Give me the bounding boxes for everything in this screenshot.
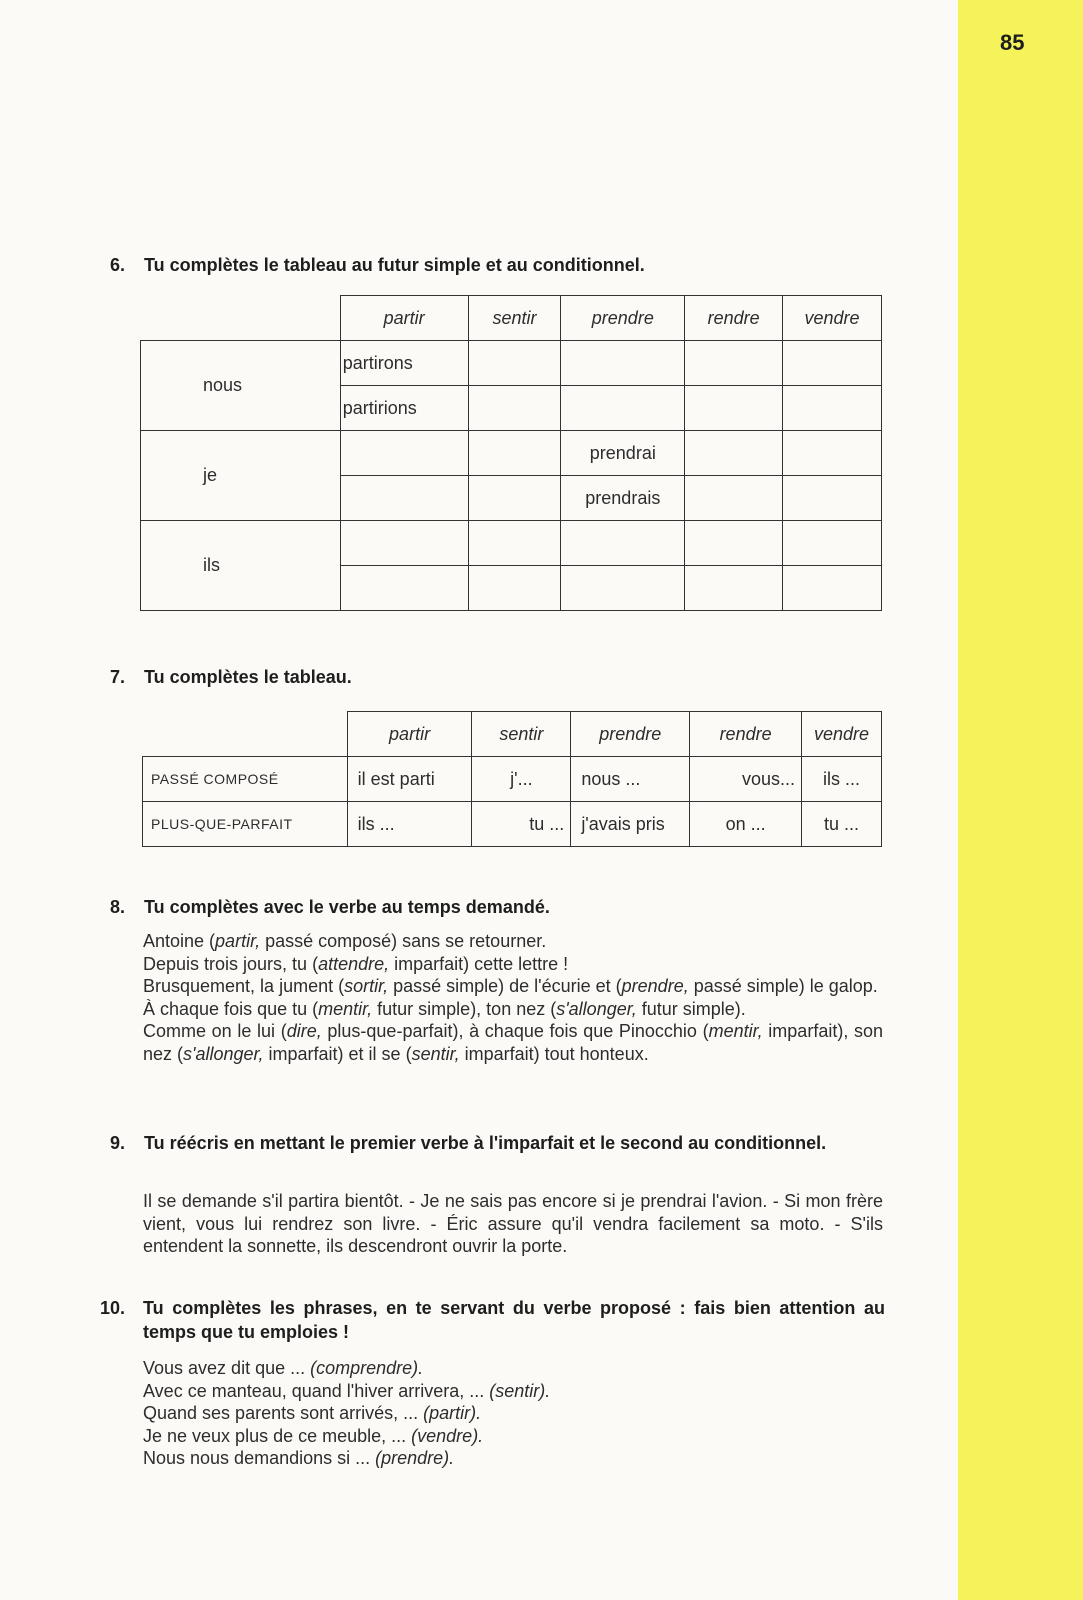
text-run: passé simple) de l'écurie et ( [388, 976, 622, 996]
sentence [143, 1020, 883, 1065]
verb-hint: s'allonger, [183, 1043, 264, 1064]
list-item [143, 1447, 883, 1470]
text-run: futur simple), ton nez ( [372, 998, 557, 1019]
answer-cell [468, 566, 561, 611]
verb-hint: (sentir). [489, 1380, 551, 1401]
verb-hint: dire, [286, 1021, 322, 1041]
tense-label: PLUS-QUE-PARFAIT [143, 802, 348, 847]
answer-cell [468, 431, 561, 476]
answer-cell [468, 521, 561, 566]
answer-cell [468, 341, 561, 386]
verb-hint: mentir, [318, 998, 373, 1019]
text-run: imparfait) et il se ( [263, 1043, 412, 1064]
verb-hint: (comprendre). [310, 1358, 424, 1378]
text-run: Antoine ( [143, 931, 216, 951]
answer-cell [783, 566, 882, 611]
text-run: plus-que-parfait), à chaque fois que Pinocchio ( [321, 1021, 709, 1041]
answer-cell: j'avais pris [571, 802, 690, 847]
answer-cell [685, 386, 783, 431]
answer-cell: il est parti [347, 757, 472, 802]
table-row [141, 341, 882, 386]
exercise-9-paragraph: Il se demande s'il partira bientôt. - Je ne sais pas encore si je prendrai l'avion. - Si mon frère vient, vous lui rendrez son livre. - Éric assure qu'il vendra facilement sa moto. - S'ils entendent la sonnette, ils descendront ouvrir la porte. [143, 1191, 883, 1256]
answer-cell [783, 341, 882, 386]
verb-hint: (prendre). [375, 1448, 455, 1468]
sentence [143, 953, 883, 976]
verb-hint: sentir, [411, 1043, 460, 1064]
exercise-6-number: 6. [110, 255, 126, 275]
answer-cell [783, 521, 882, 566]
answer-cell: partirons [340, 341, 468, 386]
text-run: Depuis trois jours, tu ( [143, 953, 319, 974]
verb-hint: s'allonger, [556, 998, 637, 1019]
text-run: Nous nous demandions si ... [143, 1448, 376, 1468]
pronoun-cell: je [141, 431, 341, 521]
exercise-9-number: 9. [110, 1133, 126, 1153]
answer-cell [685, 476, 783, 521]
text-run: Comme on le lui ( [143, 1021, 287, 1041]
answer-cell: partirions [340, 386, 468, 431]
exercise-6-table [140, 295, 882, 611]
table-corner [141, 296, 341, 341]
table-header-row [143, 712, 882, 757]
answer-cell [685, 341, 783, 386]
text-run: passé simple) le galop. [688, 976, 878, 996]
verb-hint: sortir, [344, 976, 389, 996]
exercise-9-text: Tu réécris en mettant le premier verbe à l'imparfait et le second au conditionnel. [144, 1133, 827, 1153]
exercise-8-text: Tu complètes avec le verbe au temps demandé. [144, 897, 550, 917]
verb-hint: partir, [215, 931, 261, 951]
page-number: 85 [1000, 30, 1025, 55]
verb-header: prendre [571, 712, 690, 757]
list-item [143, 1402, 883, 1425]
verb-hint: mentir, [708, 1021, 763, 1041]
answer-cell: tu ... [472, 802, 571, 847]
verb-header: sentir [468, 296, 561, 341]
answer-cell: nous ... [571, 757, 690, 802]
table-row [141, 431, 882, 476]
answer-cell: tu ... [802, 802, 882, 847]
answer-cell [561, 521, 685, 566]
verb-hint: prendre, [621, 976, 689, 996]
table-row [143, 757, 882, 802]
text-run: imparfait) cette lettre ! [389, 953, 569, 974]
text-run: Je ne veux plus de ce meuble, ... [143, 1425, 412, 1446]
exercise-8-title [110, 895, 910, 919]
sentence [143, 975, 883, 998]
answer-cell [468, 386, 561, 431]
verb-hint: attendre, [318, 953, 390, 974]
answer-cell [561, 386, 685, 431]
answer-cell [561, 341, 685, 386]
exercise-6-title [110, 253, 910, 277]
text-run: imparfait) tout honteux. [459, 1043, 649, 1064]
exercise-10-body [143, 1357, 883, 1470]
answer-cell: vous... [690, 757, 802, 802]
exercise-7-table [142, 711, 882, 847]
exercise-7-number: 7. [110, 667, 126, 687]
answer-cell [340, 476, 468, 521]
yellow-margin-strip [958, 0, 1083, 1600]
text-run: futur simple). [636, 998, 746, 1019]
exercise-10-title [100, 1296, 885, 1344]
answer-cell: ils ... [347, 802, 472, 847]
text-run: imparfait), son nez ( [143, 1021, 884, 1064]
verb-header: sentir [472, 712, 571, 757]
verb-header: partir [340, 296, 468, 341]
pronoun-cell: ils [141, 521, 341, 611]
exercise-7-text: Tu complètes le tableau. [144, 667, 352, 687]
verb-hint: (partir). [423, 1403, 482, 1423]
table-row [141, 521, 882, 566]
text-run: Brusquement, la jument ( [143, 976, 345, 996]
exercise-10-number: 10. [100, 1298, 126, 1318]
answer-cell [468, 476, 561, 521]
list-item [143, 1425, 883, 1448]
exercise-6-text: Tu complètes le tableau au futur simple et au conditionnel. [144, 255, 645, 275]
answer-cell: prendrais [561, 476, 685, 521]
answer-cell [561, 566, 685, 611]
sentence [143, 930, 883, 953]
sentence [143, 998, 883, 1021]
answer-cell: on ... [690, 802, 802, 847]
verb-header: partir [347, 712, 472, 757]
answer-cell [685, 431, 783, 476]
answer-cell [783, 476, 882, 521]
exercise-8-number: 8. [110, 897, 126, 917]
answer-cell [340, 521, 468, 566]
exercise-9-body [143, 1190, 883, 1258]
list-item [143, 1380, 883, 1403]
answer-cell [340, 431, 468, 476]
exercise-7-title [110, 665, 910, 689]
table-header-row [141, 296, 882, 341]
answer-cell: j'... [472, 757, 571, 802]
table-row [143, 802, 882, 847]
exercise-8-body [143, 930, 883, 1065]
verb-hint: (vendre). [411, 1425, 484, 1446]
answer-cell [685, 521, 783, 566]
answer-cell: ils ... [802, 757, 882, 802]
answer-cell [783, 431, 882, 476]
text-run: Quand ses parents sont arrivés, ... [143, 1403, 424, 1423]
verb-header: rendre [685, 296, 783, 341]
tense-label: PASSÉ COMPOSÉ [143, 757, 348, 802]
list-item [143, 1357, 883, 1380]
pronoun-cell: nous [141, 341, 341, 431]
verb-header: rendre [690, 712, 802, 757]
text-run: Vous avez dit que ... [143, 1358, 311, 1378]
text-run: À chaque fois que tu ( [143, 998, 319, 1019]
verb-header: vendre [802, 712, 882, 757]
text-run: Avec ce manteau, quand l'hiver arrivera, ... [143, 1380, 490, 1401]
exercise-9-title [110, 1131, 885, 1155]
answer-cell [340, 566, 468, 611]
answer-cell [685, 566, 783, 611]
answer-cell: prendrai [561, 431, 685, 476]
exercise-10-text: Tu complètes les phrases, en te servant du verbe proposé : fais bien attention au temps que tu emploies ! [143, 1298, 885, 1342]
table-corner [143, 712, 348, 757]
answer-cell [783, 386, 882, 431]
verb-header: prendre [561, 296, 685, 341]
text-run: passé composé) sans se retourner. [260, 931, 547, 951]
verb-header: vendre [783, 296, 882, 341]
